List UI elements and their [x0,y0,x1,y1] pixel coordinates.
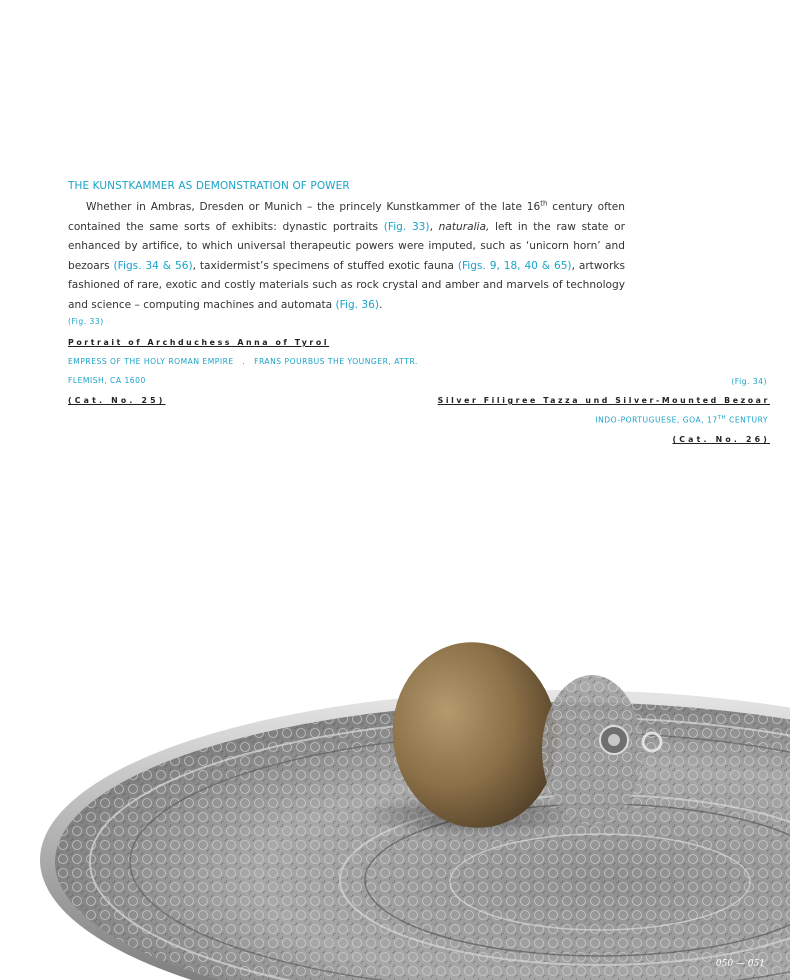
caption-right-title: Silver Filigree Tazza und Silver-Mounted Bezoar [437,396,770,405]
caption-right-line1 [595,415,768,425]
body-text-5: , taxidermist’s specimens of stuffed exotic fauna [192,259,458,272]
body-paragraph [68,198,625,315]
caption-right-line1-end: CENTURY [726,415,768,425]
caption-right-fig: (Fig. 34) [731,377,767,386]
figure-ref-34-56[interactable]: (Figs. 34 & 56) [113,259,193,272]
body-text-2: century often contained the same sorts of exhibits: dynastic portraits [68,201,626,233]
caption-left-title: Portrait of Archduchess Anna of Tyrol [68,338,330,347]
caption-left-line1: EMPRESS OF THE HOLY ROMAN EMPIRE . FRANS POURBUS THE YOUNGER, ATTR. [68,357,418,366]
caption-right-line1-text: INDO-PORTUGUESE, GOA, 17 [595,415,718,425]
caption-left-fig: (Fig. 33) [68,317,104,326]
figure-ref-9-18-40-65[interactable]: (Figs. 9, 18, 40 & 65) [457,259,572,272]
caption-right-line1-sup: TH [717,415,727,421]
tazza-bezoar-photo [0,600,790,980]
body-sup: th [540,199,548,208]
body-text-1: Whether in Ambras, Dresden or Munich – the princely Kunstkammer of the late 16 [86,201,541,213]
body-text-7: . [379,298,383,311]
section-heading: THE KUNSTKAMMER AS DEMONSTRATION OF POWER [68,180,350,192]
caption-right-cat: (Cat. No. 26) [672,435,770,444]
figure-ref-36[interactable]: (Fig. 36) [335,298,380,311]
caption-left-line2: FLEMISH, CA 1600 [68,376,146,385]
figure-ref-33[interactable]: (Fig. 33) [383,220,430,233]
body-italic: naturalia, [438,220,490,233]
page-numbers: 050 — 051 [715,959,765,969]
body-text-3: , [429,220,439,233]
body-text-6: , artworks fashioned of rare, exotic and costly materials such as rock crystal and amber and marvels of technology and science – computing machines and automata [68,259,625,311]
caption-left-cat: (Cat. No. 25) [68,396,166,405]
body-text-4: left in the raw state or enhanced by artifice, to which universal therapeutic powers were imputed, such as ‘unicorn horn’ and bezoars [68,220,625,272]
